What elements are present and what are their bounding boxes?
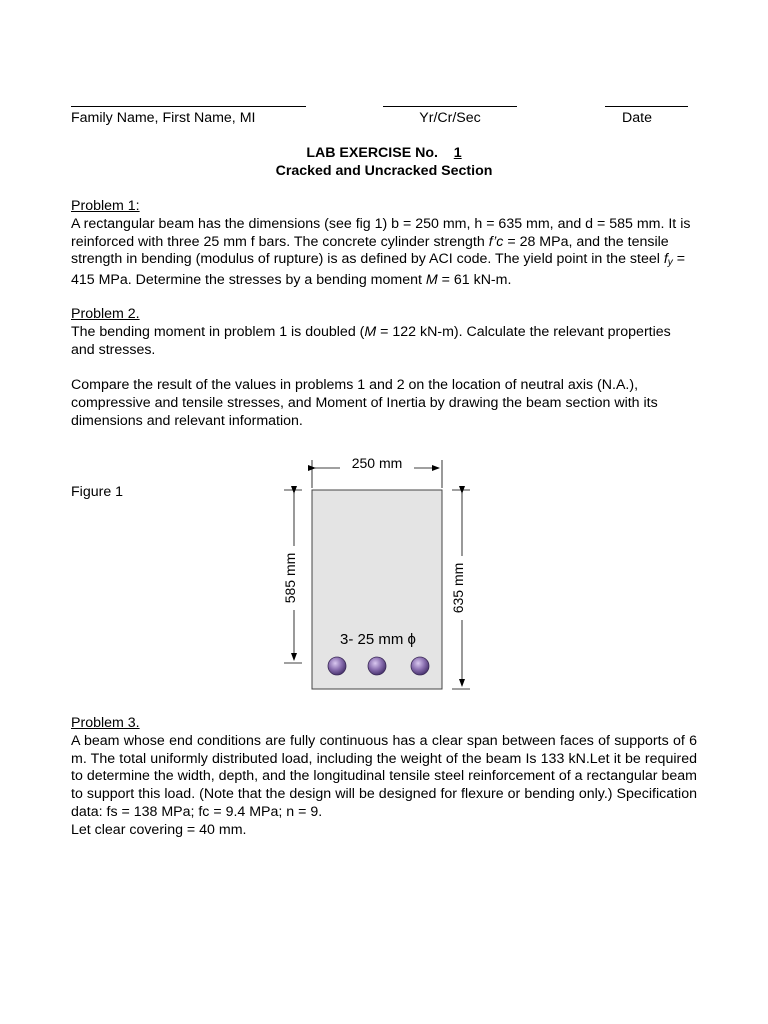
problem-1: [71, 198, 697, 290]
problem-2: [71, 306, 697, 359]
problem-3: [71, 715, 697, 840]
rebar-middle: [368, 657, 386, 675]
name-label: Family Name, First Name, MI: [71, 110, 256, 126]
rebar-left: [328, 657, 346, 675]
effective-depth-label: 585 mm: [282, 552, 298, 604]
page-subtitle: Cracked and Uncracked Section: [275, 163, 493, 179]
name-blank-line: [71, 106, 306, 107]
figure-label: Figure 1: [71, 484, 124, 500]
date-label: Date: [622, 110, 652, 126]
problem-3-heading: Problem 3.: [71, 715, 140, 731]
width-dimension-label: 250 mm: [351, 455, 403, 471]
date-blank-line: [605, 106, 688, 107]
compare-text: Compare the result of the values in problems 1 and 2 on the location of neutral axis (N.A.), compressive and tensile stresses, and Moment of Inertia by drawing the beam section with its dimensions and relevant information.: [71, 377, 658, 429]
compare-paragraph: [71, 377, 697, 430]
problem-1-heading: Problem 1:: [71, 198, 140, 214]
title-prefix: LAB EXERCISE No.: [306, 145, 438, 161]
total-depth-label: 635 mm: [450, 562, 466, 614]
beam-section-figure: [260, 448, 500, 698]
problem-3-text: A beam whose end conditions are fully continuous has a clear span between faces of supports of 6 m. The total uniformly distributed load, including the weight of the beam Is 133 kN.Let it be required to determine the width, depth, and the longitudinal tensile steel reinforcement of a rectangular beam to support this load. (Note that the design will be designed for flexure or bending only.) Specification data: fs = 138 MPa; fc = 9.4 MPa; n = 9.: [71, 732, 697, 820]
problem-2-text: The bending moment in problem 1 is doubled (M = 122 kN-m). Calculate the relevant properties and stresses.: [71, 323, 671, 358]
page-title: [0, 145, 768, 162]
problem-3-last-line: Let clear covering = 40 mm.: [71, 821, 247, 838]
problem-1-text: A rectangular beam has the dimensions (see fig 1) b = 250 mm, h = 635 mm, and d = 585 mm. It is reinforced with three 25 mm f bars. The concrete cylinder strength f’c = 28 MPa, and the tensile strength in bending (modulus of rupture) is as defined by ACI code. The yield point in the steel $f_y = 415$ MPa. Determine the stresses by a bending moment M = 61 kN-m.: [71, 215, 691, 289]
problem-2-heading: Problem 2.: [71, 306, 140, 322]
section-label: Yr/Cr/Sec: [419, 110, 481, 126]
rebar-right: [411, 657, 429, 675]
bars-label: 3- 25 mm ϕ: [340, 631, 416, 648]
exercise-number: 1: [453, 145, 462, 161]
section-blank-line: [383, 106, 517, 107]
